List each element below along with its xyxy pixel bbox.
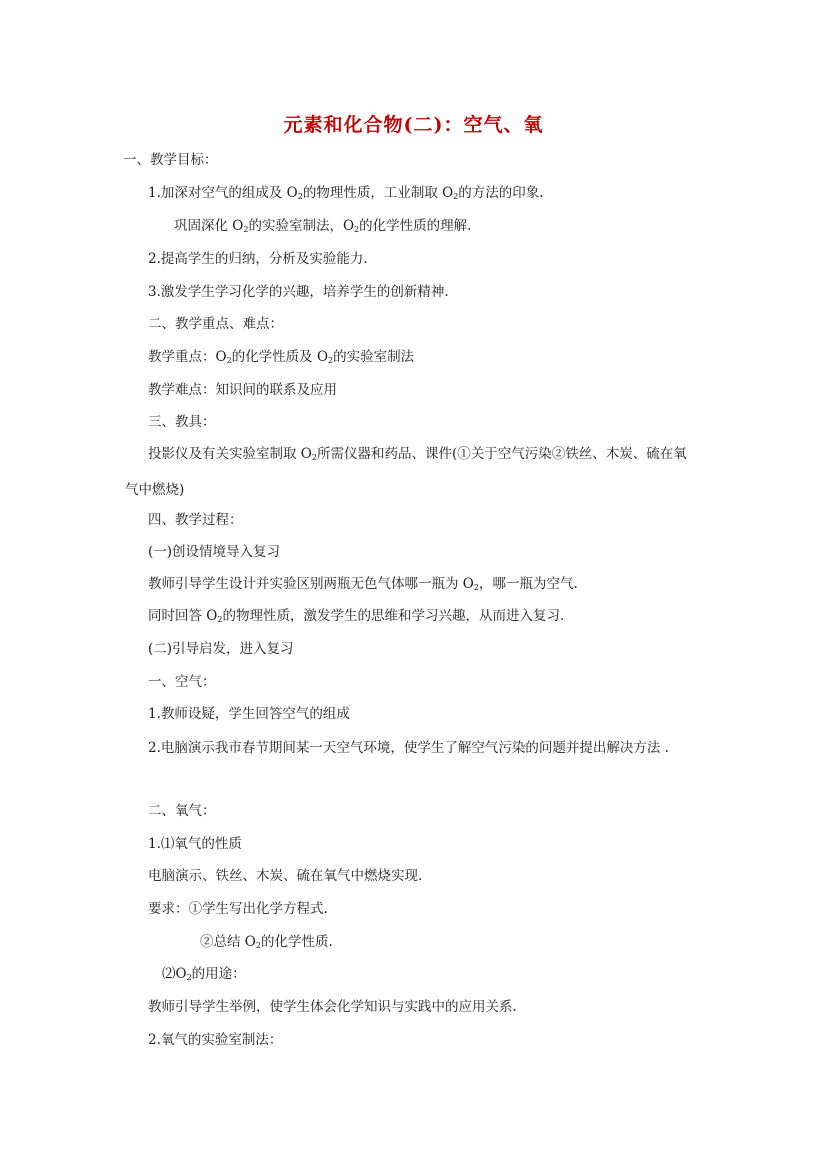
text: 的化学性质的理解. (359, 218, 472, 234)
text: 二、教学重点、难点： (148, 316, 283, 332)
text: 的物理性质，工业制取 O (302, 185, 454, 201)
text: 的化学性质. (260, 934, 333, 950)
text: (二)引导启发，进入复习 (148, 641, 294, 657)
oxygen-item-1-requirement-a (148, 899, 328, 919)
text: 1.教师设疑，学生回答空气的组成 (148, 706, 350, 722)
air-heading (148, 672, 216, 692)
text: 教学重点：O (148, 349, 227, 365)
process-part-2-heading (148, 639, 294, 659)
text: 的实验室制法，O (248, 218, 355, 234)
text: 的实验室制法 (333, 349, 415, 365)
section-heading-process (148, 510, 243, 530)
text: 2.氧气的实验室制法： (148, 1032, 283, 1048)
text: 1.加深对空气的组成及 O (148, 185, 298, 201)
subscript: 2 (297, 192, 303, 201)
objective-1-line-a (148, 183, 544, 207)
text: 教学难点：知识间的联系及应用 (148, 382, 337, 398)
text: 的物理性质，激发学生的思维和学习兴趣，从而进入复习. (222, 608, 565, 624)
objective-1-line-b (174, 216, 471, 240)
section-heading-objectives (123, 150, 218, 170)
text: 的化学性质及 O (231, 349, 329, 365)
text: 同时回答 O (148, 608, 218, 624)
subscript: 2 (217, 615, 223, 624)
tools-paragraph (125, 438, 697, 506)
oxygen-heading (148, 801, 216, 821)
text: 2.电脑演示我市春节期间某一天空气环境，使学生了解空气污染的问题并提出解决方法 . (148, 740, 669, 756)
process-part-1-line-a (148, 574, 578, 598)
subscript: 2 (473, 583, 479, 592)
section-heading-tools (148, 412, 216, 432)
text: ②总结 O (200, 934, 256, 950)
text: 所需仪器和药品、课件(①关于空气污染②铁丝、木炭、硫在氧气中燃烧) (125, 446, 687, 498)
text: (一)创设情境导入复习 (148, 544, 281, 560)
text: 教师引导学生举例，使学生体会化学知识与实践中的应用关系. (148, 999, 517, 1015)
objective-2 (148, 249, 368, 269)
text: 一、教学目标： (123, 152, 218, 168)
key-focus (148, 347, 414, 371)
subscript: 2 (328, 356, 334, 365)
oxygen-item-1-uses-text (148, 997, 517, 1017)
text: 要求：①学生写出化学方程式. (148, 901, 328, 917)
air-item-2 (125, 732, 697, 764)
subscript: 2 (311, 453, 317, 462)
text: 投影仪及有关实验室制取 O (148, 446, 312, 462)
oxygen-item-2 (148, 1030, 282, 1050)
process-part-1-line-b (148, 606, 564, 630)
oxygen-item-1-demo (148, 866, 422, 886)
subscript: 2 (354, 225, 360, 234)
subscript: 2 (255, 941, 261, 950)
text: 的方法的印象. (458, 185, 544, 201)
subscript: 2 (226, 356, 232, 365)
text: ⑵O (162, 966, 187, 982)
subscript: 2 (243, 225, 249, 234)
text: 一、空气： (148, 674, 216, 690)
oxygen-item-1-uses (162, 964, 246, 988)
oxygen-item-1 (148, 834, 242, 854)
text: ，哪一瓶为空气. (478, 576, 578, 592)
text: 四、教学过程： (148, 512, 243, 528)
text: 巩固深化 O (174, 218, 244, 234)
subscript: 2 (186, 973, 192, 982)
text: 教师引导学生设计并实验区别两瓶无色气体哪一瓶为 O (148, 576, 474, 592)
oxygen-item-1-requirement-b (200, 932, 333, 956)
subscript: 2 (453, 192, 459, 201)
text: 三、教具： (148, 414, 216, 430)
process-part-1-heading (148, 542, 280, 562)
page-title: 元素和化合物(二)：空气、氧 (283, 114, 544, 136)
text: 3.激发学生学习化学的兴趣，培养学生的创新精神. (148, 284, 449, 300)
air-item-1 (148, 704, 350, 724)
key-difficulty (148, 380, 337, 400)
section-heading-key-points (148, 314, 283, 334)
text: 2.提高学生的归纳，分析及实验能力. (148, 251, 368, 267)
objective-3 (148, 282, 449, 302)
text: 的用途： (191, 966, 246, 982)
text: 二、氧气： (148, 803, 216, 819)
text: 电脑演示、铁丝、木炭、硫在氧气中燃烧实现. (148, 868, 423, 884)
text: 1.⑴氧气的性质 (148, 836, 242, 852)
